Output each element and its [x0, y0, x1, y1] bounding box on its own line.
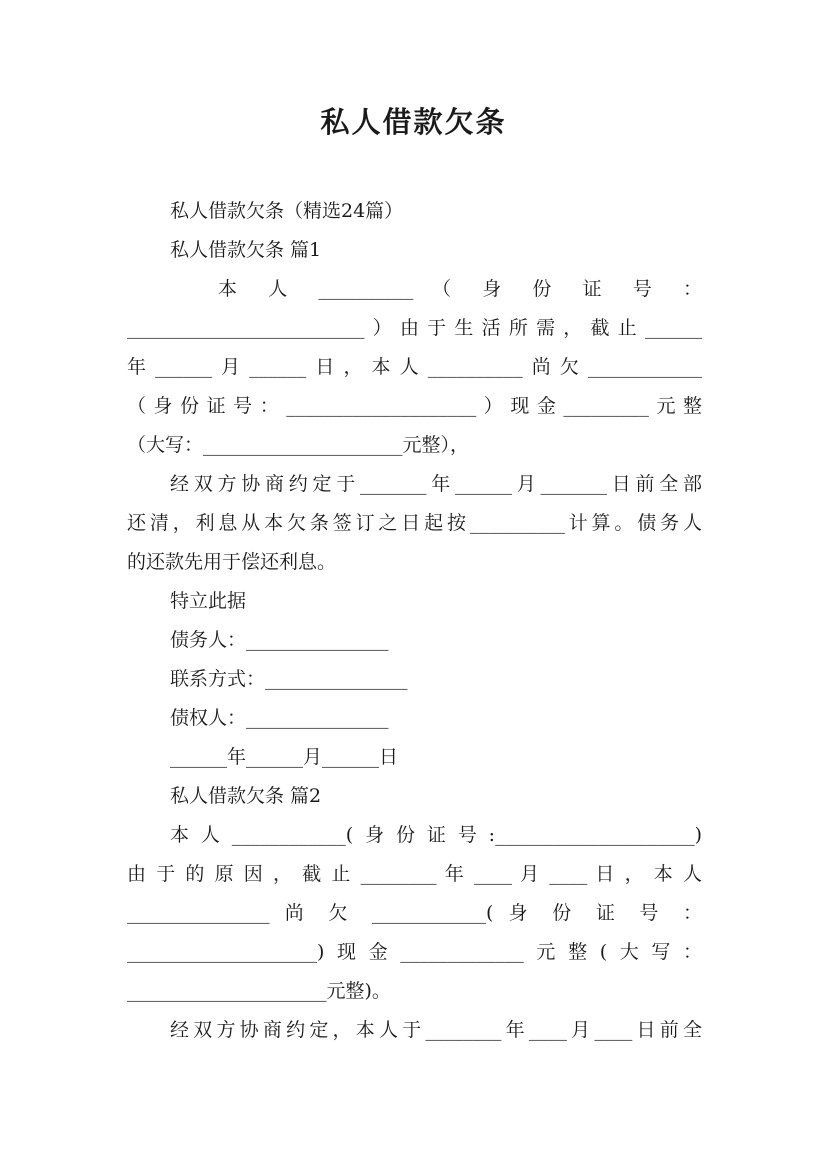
section-heading-1: 私人借款欠条 篇1 [170, 239, 322, 261]
paragraph-line: 特立此据 [170, 590, 247, 612]
paragraph-line: 还清，利息从本欠条签订之日起按__________计算。债务人 [127, 512, 702, 534]
paragraph-line: （大写：_____________________元整）， [127, 434, 470, 456]
paragraph-line: 经双方协商约定，本人于________年____月____日前全 [170, 1019, 702, 1041]
paragraph-line: （身份证号：____________________）现金_________元整 [127, 395, 702, 417]
paragraph-line: 本 人 __________ （ 身 份 证 号 ： [218, 278, 702, 300]
paragraph-line: _____________________元整)。 [127, 980, 391, 1002]
paragraph-line: _______________ 尚 欠 ____________( 身 份 证 号 ： [127, 902, 702, 924]
paragraph-line: 的还款先用于偿还利息。 [127, 551, 337, 573]
paragraph-line: 本人____________(身份证号:_____________________) [170, 824, 702, 846]
contact-line: 联系方式：_______________ [170, 668, 408, 690]
paragraph-line: ____________________)现金_____________元整(大写： [127, 941, 702, 963]
paragraph-line: _________________________）由于生活所需，截止______ [127, 317, 702, 339]
paragraph-line: 由 于 的 原 因 ， 截 止 ________ 年 ____ 月 ____ 日 ， 本 人 [127, 863, 702, 885]
section-heading-2: 私人借款欠条 篇2 [170, 785, 322, 807]
doc-subtitle: 私人借款欠条（精选24篇） [170, 200, 404, 222]
debtor-line: 债务人：_______________ [170, 629, 389, 651]
paragraph-line: 年______月______日，本人__________尚欠____________ [127, 356, 702, 378]
paragraph-line: 经双方协商约定于_______年______月_______日前全部 [170, 473, 702, 495]
document-title: 私人借款欠条 [320, 105, 507, 139]
creditor-line: 债权人：_______________ [170, 707, 389, 729]
date-line: ______年______月______日 [170, 746, 399, 768]
